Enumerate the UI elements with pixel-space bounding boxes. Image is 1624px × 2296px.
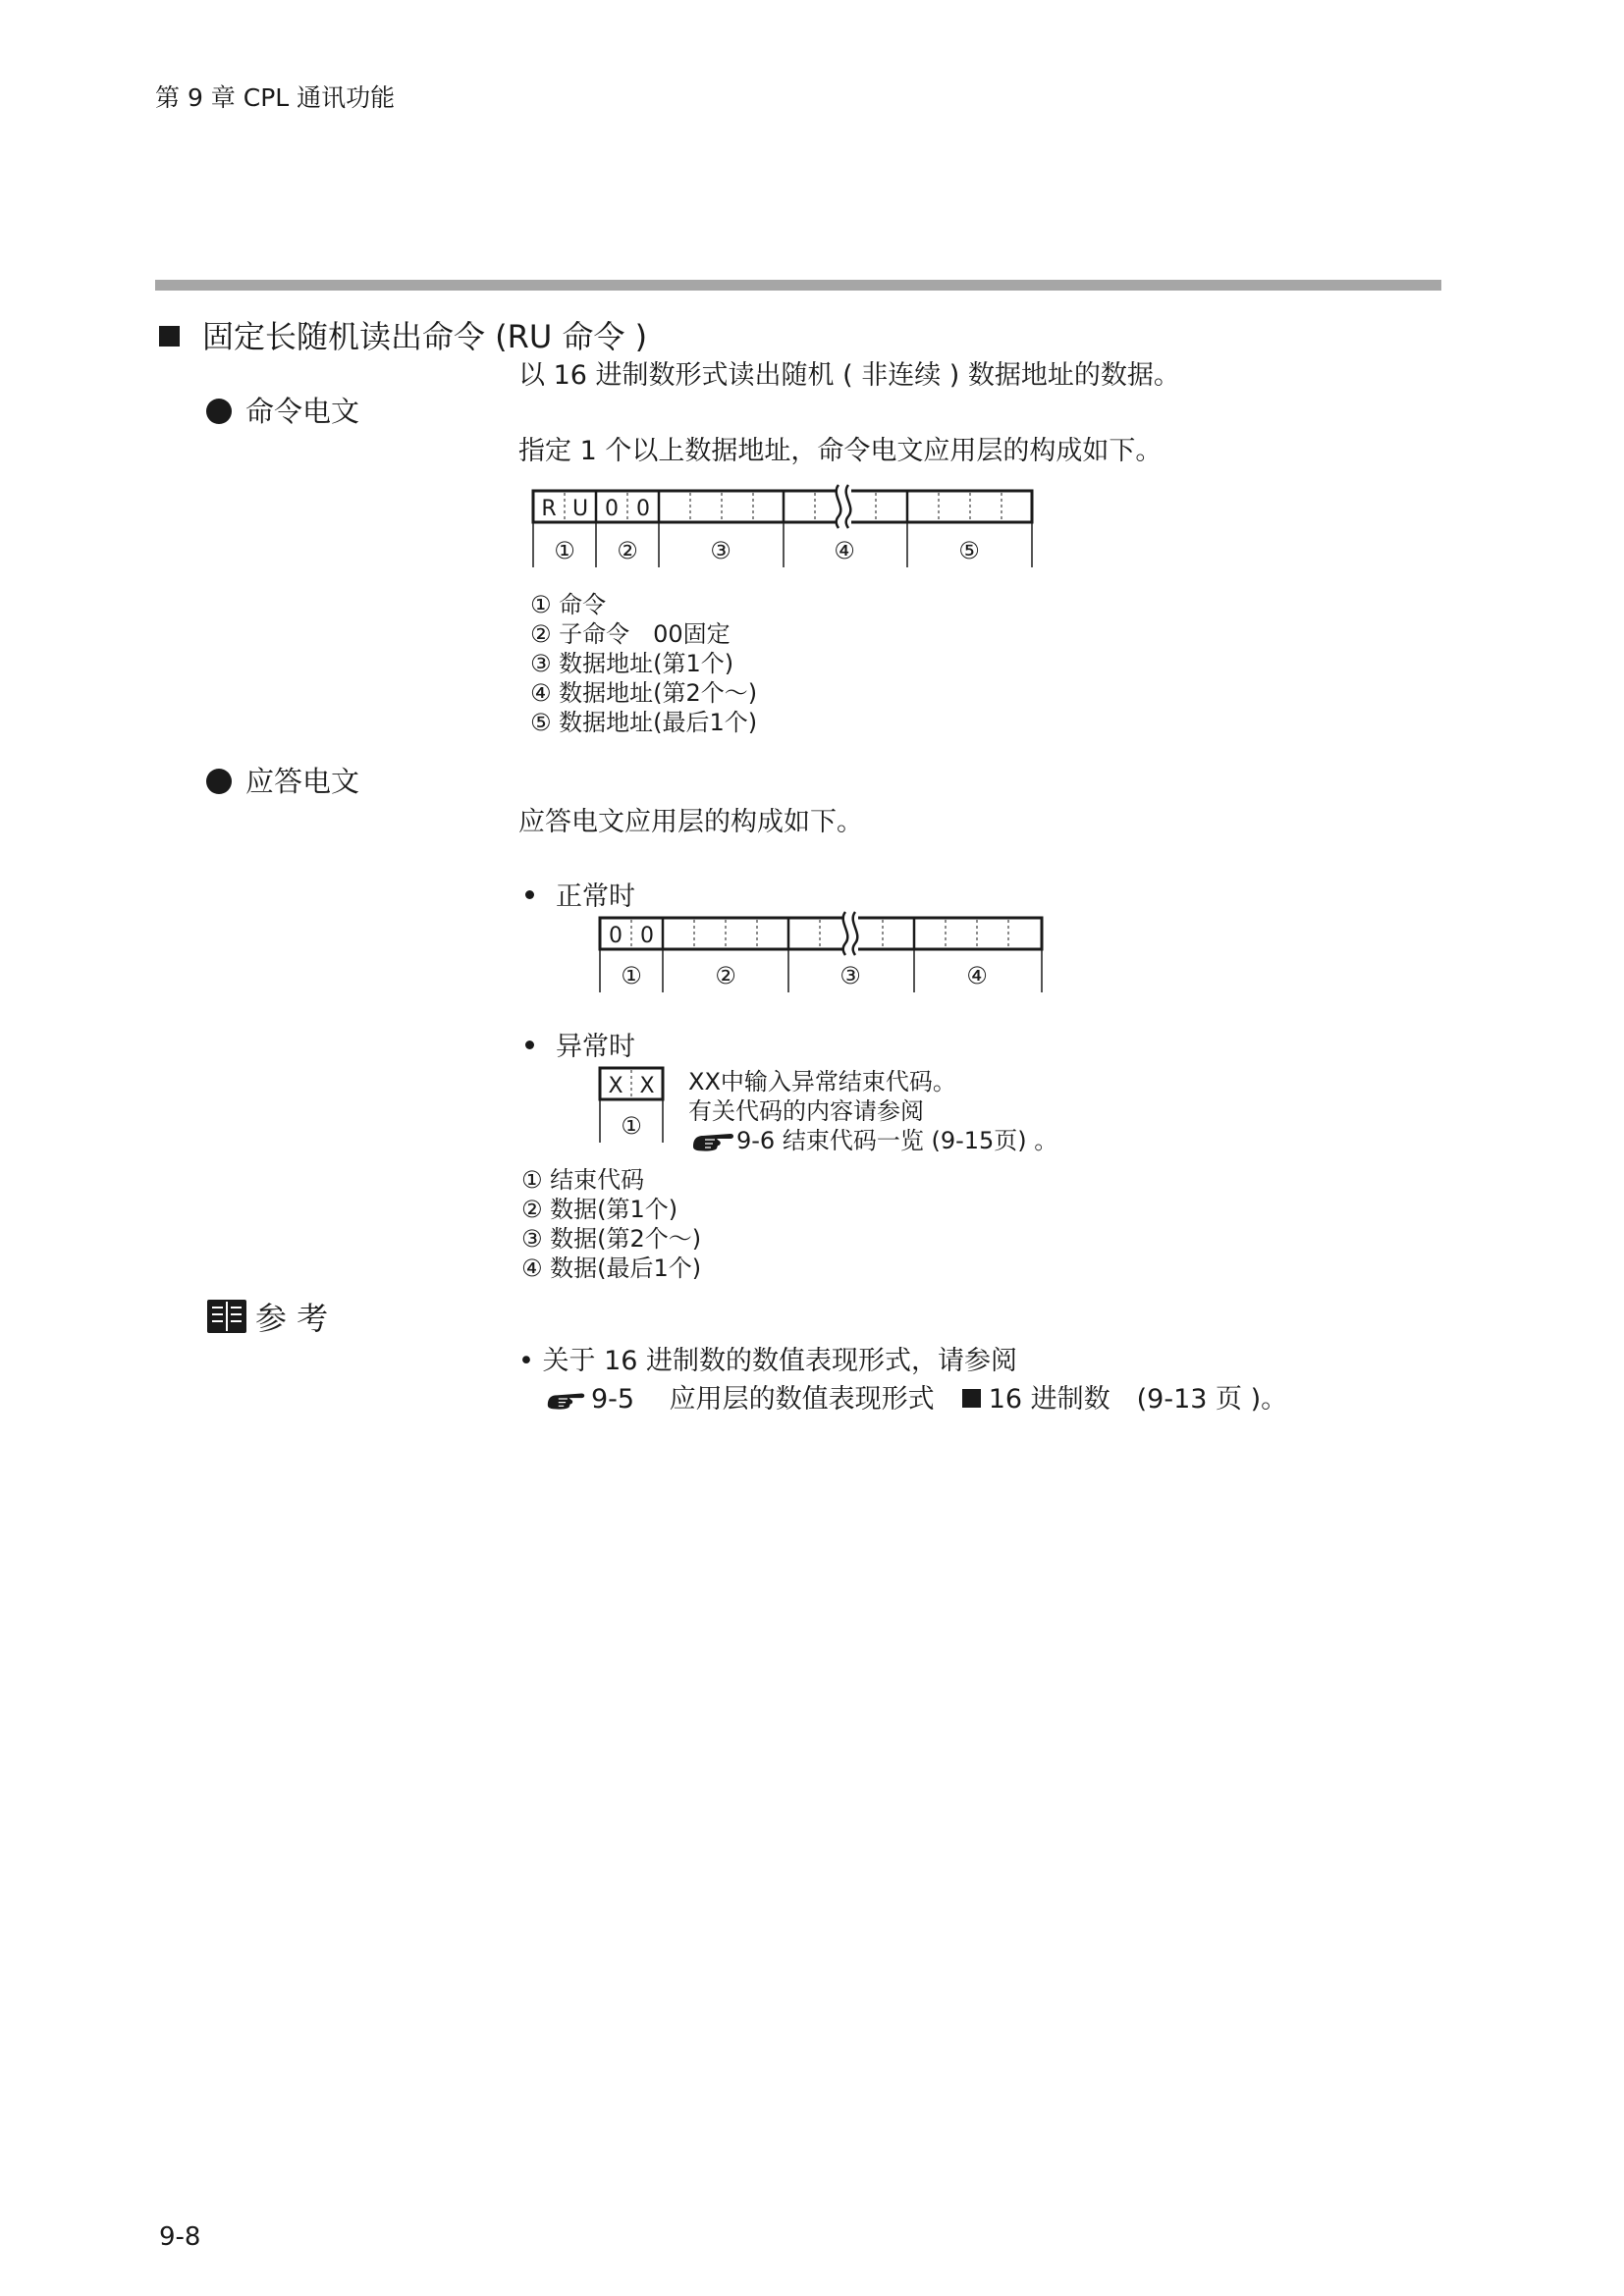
frame-char: U: [571, 497, 589, 521]
reference-link-tail: 16 进制数 (9-13 页 )。: [988, 1384, 1288, 1415]
bullet-dot-icon: [206, 399, 232, 424]
legend-item: ② 数据(第1个): [521, 1196, 678, 1223]
frame-char: 0: [609, 924, 623, 948]
frame-marker: ①: [554, 537, 575, 564]
error-frame-diagram: [589, 1058, 668, 1148]
command-legend: [530, 590, 757, 737]
legend-item: ③ 数据地址(第1个): [530, 650, 734, 677]
pointing-hand-icon: [546, 1387, 587, 1411]
error-reference-text: 9-6 结束代码一览 (9-15页) 。: [736, 1127, 1058, 1154]
response-heading-text: 应答电文: [245, 765, 360, 798]
chapter-header: 第 9 章 CPL 通讯功能: [155, 83, 396, 112]
small-bullet-icon: [525, 1041, 534, 1049]
frame-marker: ⑤: [958, 537, 980, 564]
reference-bullet: • 关于 16 进制数的数值表现形式，请参阅: [518, 1346, 1018, 1376]
frame-marker: ①: [621, 962, 642, 989]
legend-item: ⑤ 数据地址(最后1个): [530, 709, 758, 736]
command-description: 指定 1 个以上数据地址，命令电文应用层的构成如下。: [518, 436, 1163, 466]
frame-char: 0: [605, 497, 619, 521]
reference-link: [546, 1377, 1287, 1415]
section-rule: [155, 280, 1441, 291]
reference-heading-text: 参 考: [255, 1300, 329, 1337]
reference-heading: [206, 1294, 328, 1339]
bullet-dot-icon: [206, 769, 232, 794]
frame-char: R: [541, 497, 557, 521]
frame-marker: ②: [715, 962, 736, 989]
legend-item: ① 命令: [530, 591, 607, 618]
section-title-text: 固定长随机读出命令 (RU 命令 ): [202, 318, 648, 355]
normal-label-text: 正常时: [556, 881, 635, 912]
frame-char: X: [608, 1074, 623, 1098]
legend-item: ① 结束代码: [521, 1166, 645, 1194]
legend-item: ④ 数据地址(第2个～): [530, 679, 758, 707]
frame-marker: ②: [617, 537, 638, 564]
section-title: [159, 312, 647, 357]
pointing-hand-icon: [691, 1127, 736, 1152]
frame-marker: ①: [621, 1112, 642, 1140]
frame-break-mark: [842, 912, 858, 955]
frame-char: 0: [636, 497, 650, 521]
legend-item: ④ 数据(最后1个): [521, 1255, 702, 1282]
error-reference: [691, 1126, 1057, 1155]
frame-marker: ③: [710, 537, 731, 564]
command-frame-diagram: [520, 481, 1041, 575]
square-bullet-icon: [962, 1389, 981, 1408]
page-number: 9-8: [159, 2222, 201, 2252]
response-heading: [206, 760, 359, 800]
frame-break-mark: [836, 485, 851, 528]
frame-marker: ③: [839, 962, 861, 989]
error-label-text: 异常时: [556, 1032, 635, 1062]
book-icon: [206, 1298, 247, 1335]
command-heading-text: 命令电文: [245, 395, 360, 428]
legend-item: ② 子命令 00固定: [530, 620, 731, 648]
error-note: [688, 1067, 1057, 1155]
response-description: 应答电文应用层的构成如下。: [518, 807, 863, 837]
frame-marker: ④: [834, 537, 855, 564]
section-intro: 以 16 进制数形式读出随机 ( 非连续 ) 数据地址的数据。: [518, 360, 1180, 391]
error-note-line: 有关代码的内容请参阅: [688, 1097, 924, 1125]
small-bullet-icon: [525, 890, 534, 899]
normal-frame-diagram: [589, 908, 1051, 998]
frame-marker: ④: [966, 962, 988, 989]
square-bullet-icon: [159, 326, 180, 347]
response-legend: [521, 1165, 701, 1283]
command-heading: [206, 390, 359, 430]
reference-link-main: 9-5 应用层的数值表现形式: [591, 1384, 935, 1415]
frame-char: 0: [640, 924, 654, 948]
frame-char: X: [639, 1074, 655, 1098]
error-note-line: XX中输入异常结束代码。: [688, 1068, 956, 1095]
legend-item: ③ 数据(第2个～): [521, 1225, 702, 1253]
